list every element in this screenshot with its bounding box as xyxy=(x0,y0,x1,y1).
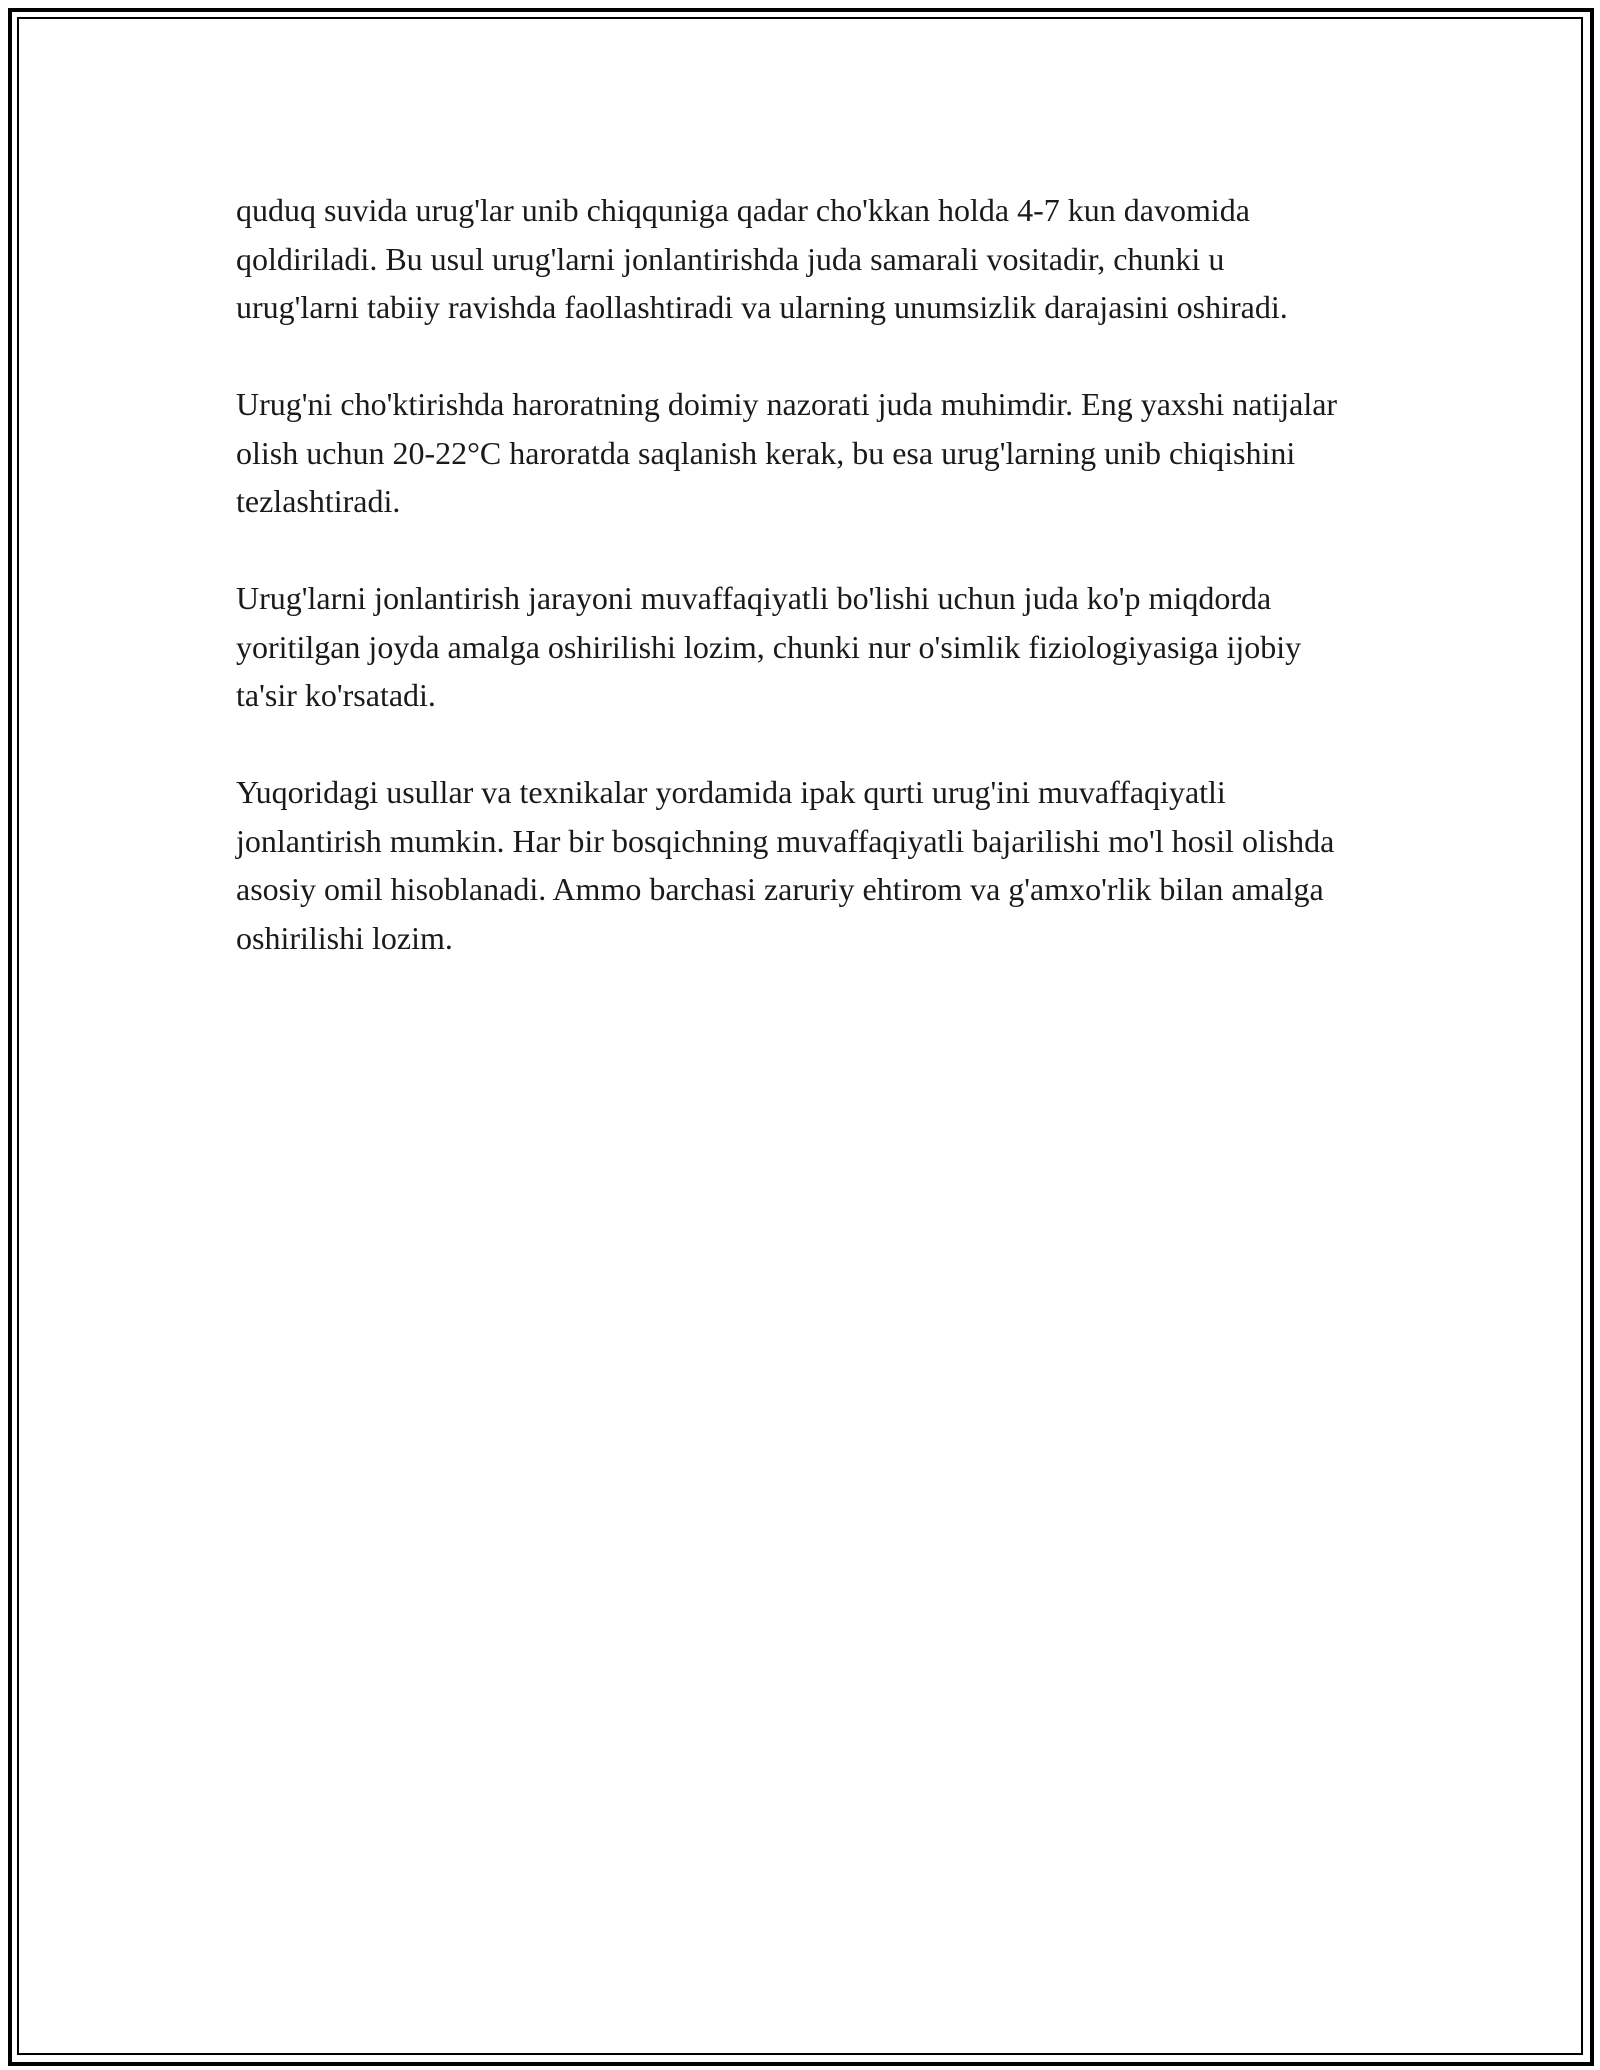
document-body xyxy=(236,186,1346,1011)
paragraph-2: Urug'ni cho'ktirishda haroratning doimiy nazorati juda muhimdir. Eng yaxshi natijalar olish uchun 20-22°C haroratda saqlanish kerak, bu esa urug'larning unib chiqishini tezlashtiradi. xyxy=(236,386,1338,519)
paragraph-3: Urug'larni jonlantirish jarayoni muvaffaqiyatli bo'lishi uchun juda ko'p miqdorda yoritilgan joyda amalga oshirilishi lozim, chunki nur o'simlik fiziologiyasiga ijobiy ta'sir ko'rsatadi. xyxy=(236,580,1302,713)
paragraph-1: quduq suvida urug'lar unib chiqquniga qadar cho'kkan holda 4-7 kun davomida qoldiriladi. Bu usul urug'larni jonlantirishda juda samarali vositadir, chunki u urug'larni tabiiy ravishda faollashtiradi va ularning unumsizlik darajasini oshiradi. xyxy=(236,192,1288,325)
paragraph-4: Yuqoridagi usullar va texnikalar yordamida ipak qurti urug'ini muvaffaqiyatli jonlantirish mumkin. Har bir bosqichning muvaffaqiyatli bajarilishi mo'l hosil olishda asosiy omil hisoblanadi. Ammo barchasi zaruriy ehtirom va g'amxo'rlik bilan amalga oshirilishi lozim. xyxy=(236,774,1335,956)
